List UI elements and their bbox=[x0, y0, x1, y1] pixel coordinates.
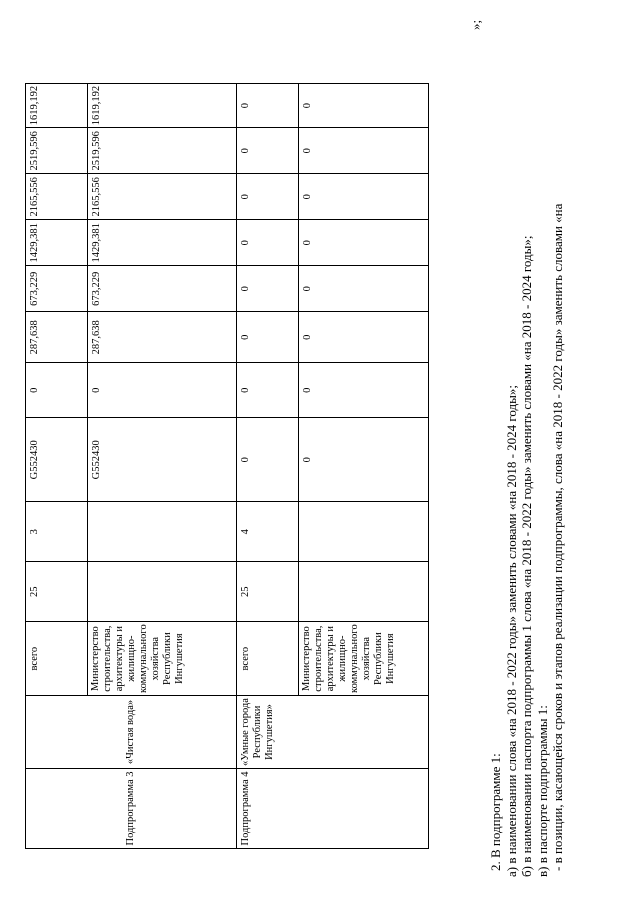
amendment-intro: 2. В подпрограмме 1: bbox=[488, 753, 503, 871]
code-cell bbox=[88, 502, 237, 562]
value-cell: 2519,596 bbox=[88, 128, 237, 174]
value-cell: 0 bbox=[237, 128, 299, 174]
value-cell: 0 bbox=[299, 220, 429, 266]
amendment-item: б) в наименовании паспорта подпрограммы 1 слова «на 2018 - 2022 годы» заменить словами «на 2018 - 2024 годы»; bbox=[519, 235, 534, 877]
closing-quote-mark: »; bbox=[468, 19, 483, 30]
subprogram-label: Подпрограмма 4 bbox=[240, 771, 251, 846]
executor-cell: Министерство строительства, архитектуры и жилищно-коммунального хозяйства Республики Ингушетия bbox=[88, 622, 237, 696]
subprogram-name: «Умные города Республики Ингушетия» bbox=[240, 698, 275, 766]
value-cell: 0 bbox=[299, 128, 429, 174]
value-cell: 1429,381 bbox=[26, 220, 88, 266]
value-cell: 0 bbox=[237, 363, 299, 418]
value-cell: 287,638 bbox=[88, 312, 237, 363]
value-cell: 0 bbox=[299, 312, 429, 363]
code-cell: 4 bbox=[237, 502, 299, 562]
code-cell bbox=[299, 502, 429, 562]
amendments-text bbox=[488, 7, 566, 877]
value-cell: 1619,192 bbox=[88, 83, 237, 127]
amendment-item: в) в паспорте подпрограммы 1: bbox=[534, 705, 550, 877]
value-cell: 0 bbox=[299, 174, 429, 220]
value-cell: 287,638 bbox=[26, 312, 88, 363]
value-cell: 0 bbox=[299, 83, 429, 127]
value-cell: 0 bbox=[237, 312, 299, 363]
subprogram-label-cell bbox=[26, 769, 237, 849]
code-cell: G552430 bbox=[26, 418, 88, 502]
value-cell: 2165,556 bbox=[26, 174, 88, 220]
executor-cell: всего bbox=[26, 622, 88, 696]
value-cell: 0 bbox=[299, 363, 429, 418]
code-cell: 0 bbox=[237, 418, 299, 502]
value-cell: 673,229 bbox=[26, 266, 88, 312]
amendment-item: - в позиции, касающейся сроков и этапов реализации подпрограммы, слова «на 2018 - 2022 годы» заменить словами «на bbox=[550, 203, 565, 871]
value-cell: 0 bbox=[88, 363, 237, 418]
value-cell: 673,229 bbox=[88, 266, 237, 312]
table-row bbox=[26, 83, 88, 848]
code-cell bbox=[88, 562, 237, 622]
code-cell: 3 bbox=[26, 502, 88, 562]
executor-cell: Министерство строительства, архитектуры и жилищно-коммунального хозяйства Республики Ингушетия bbox=[299, 622, 429, 696]
budget-table bbox=[25, 83, 429, 849]
value-cell: 0 bbox=[26, 363, 88, 418]
code-cell: 25 bbox=[26, 562, 88, 622]
value-cell: 1619,192 bbox=[26, 83, 88, 127]
code-cell bbox=[299, 562, 429, 622]
subprogram-label-cell bbox=[237, 769, 429, 849]
value-cell: 1429,381 bbox=[88, 220, 237, 266]
value-cell: 0 bbox=[299, 266, 429, 312]
value-cell: 0 bbox=[237, 174, 299, 220]
subprogram-label: Подпрограмма 3 bbox=[125, 771, 136, 846]
value-cell: 0 bbox=[237, 220, 299, 266]
value-cell: 0 bbox=[237, 266, 299, 312]
code-cell: 0 bbox=[299, 418, 429, 502]
table-row bbox=[237, 83, 299, 848]
amendment-item: а) в наименовании слова «на 2018 - 2022 годы» заменить словами «на 2018 - 2024 годы»; bbox=[503, 384, 519, 877]
subprogram-name-cell bbox=[237, 696, 429, 769]
subprogram-name: «Чистая вода» bbox=[125, 699, 136, 765]
value-cell: 0 bbox=[237, 83, 299, 127]
executor-cell: всего bbox=[237, 622, 299, 696]
value-cell: 2519,596 bbox=[26, 128, 88, 174]
code-cell: G552430 bbox=[88, 418, 237, 502]
subprogram-name-cell bbox=[26, 696, 237, 769]
code-cell: 25 bbox=[237, 562, 299, 622]
value-cell: 2165,556 bbox=[88, 174, 237, 220]
